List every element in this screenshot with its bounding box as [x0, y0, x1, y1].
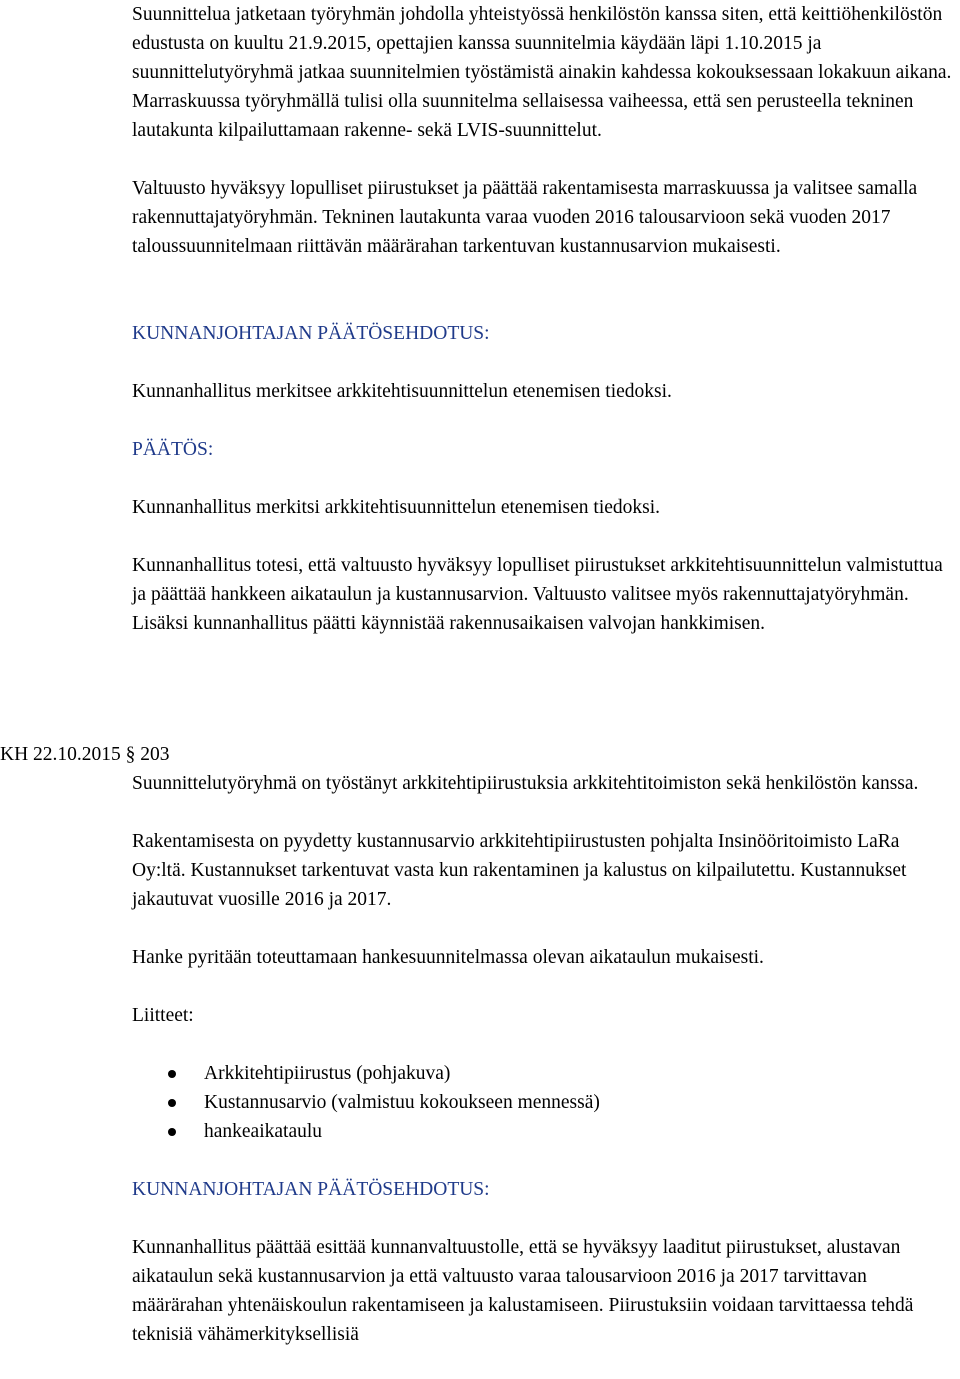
decision-heading: PÄÄTÖS:	[132, 439, 214, 460]
list-item: hankeaikataulu	[132, 1117, 956, 1146]
document-section-2	[132, 769, 956, 1349]
proposal-text-2: Kunnanhallitus päättää esittää kunnanvaltuustolle, että se hyväksyy laaditut piirustukset, alustavan aikataulun sekä kustannusarvion ja että valtuusto varaa talousarvioon 2016 ja 2017 tarvittavan määrärahan yhtenäiskoulun rakentamiseen ja kalustamiseen. Piirustuksiin voidaan tarvittaessa tehdä teknisiä vähämerkityksellisiä	[132, 1237, 914, 1345]
paragraph-planning-continues: Suunnittelua jatketaan työryhmän johdolla yhteistyössä henkilöstön kanssa siten, että keittiöhenkilöstön edustusta on kuultu 21.9.2015, opettajien kanssa suunnitelmia käydään läpi 1.10.2015 ja suunnittelutyöryhmä jatkaa suunnitelmien työstämistä ainakin kahdessa kokouksessaan lokakuun aikana. Marraskuussa työryhmällä tulisi olla suunnitelma sellaisessa vaiheessa, että sen perusteella tekninen lautakunta kilpailuttamaan rakenne- sekä LVIS-suunnittelut.	[132, 4, 952, 141]
bullet-icon	[168, 1070, 176, 1078]
list-item: Kustannusarvio (valmistuu kokoukseen mennessä)	[132, 1088, 956, 1117]
paragraph-schedule: Hanke pyritään toteuttamaan hankesuunnitelmassa olevan aikataulun mukaisesti.	[132, 947, 764, 968]
meeting-reference-label: KH 22.10.2015 § 203	[0, 744, 170, 765]
proposal-heading-2: KUNNANJOHTAJAN PÄÄTÖSEHDOTUS:	[132, 1179, 490, 1200]
bullet-icon	[168, 1128, 176, 1136]
proposal-text-1: Kunnanhallitus merkitsee arkkitehtisuunnittelun etenemisen tiedoksi.	[132, 381, 672, 402]
decision-text-1: Kunnanhallitus merkitsi arkkitehtisuunnittelun etenemisen tiedoksi.	[132, 497, 661, 518]
paragraph-council-approval: Valtuusto hyväksyy lopulliset piirustukset ja päättää rakentamisesta marraskuussa ja valitsee samalla rakennuttajatyöryhmän. Tekninen lautakunta varaa vuoden 2016 talousarvioon sekä vuoden 2017 taloussuunnitelmaan riittävän määrärahan tarkentuvan kustannusarvion mukaisesti.	[132, 178, 918, 257]
proposal-heading-1: KUNNANJOHTAJAN PÄÄTÖSEHDOTUS:	[132, 323, 490, 344]
list-item: Arkkitehtipiirustus (pohjakuva)	[132, 1059, 956, 1088]
paragraph-working-group: Suunnittelutyöryhmä on työstänyt arkkitehtipiirustuksia arkkitehtitoimiston sekä henkilöstön kanssa.	[132, 773, 919, 794]
attachments-label: Liitteet:	[132, 1005, 194, 1026]
bullet-icon	[168, 1099, 176, 1107]
decision-text-2: Kunnanhallitus totesi, että valtuusto hyväksyy lopulliset piirustukset arkkitehtisuunnittelun valmistuttua ja päättää hankkeen aikataulun ja kustannusarvion. Valtuusto valitsee myös rakennuttajatyöryhmän. Lisäksi kunnanhallitus päätti käynnistää rakennusaikaisen valvojan hankkimisen.	[132, 555, 943, 634]
attachments-list	[132, 1059, 956, 1146]
document-section-1	[132, 0, 956, 638]
paragraph-cost-estimate: Rakentamisesta on pyydetty kustannusarvio arkkitehtipiirustusten pohjalta Insinööritoimisto LaRa Oy:ltä. Kustannukset tarkentuvat vasta kun rakentaminen ja kalustus on kilpailutettu. Kustannukset jakautuvat vuosille 2016 ja 2017.	[132, 831, 907, 910]
